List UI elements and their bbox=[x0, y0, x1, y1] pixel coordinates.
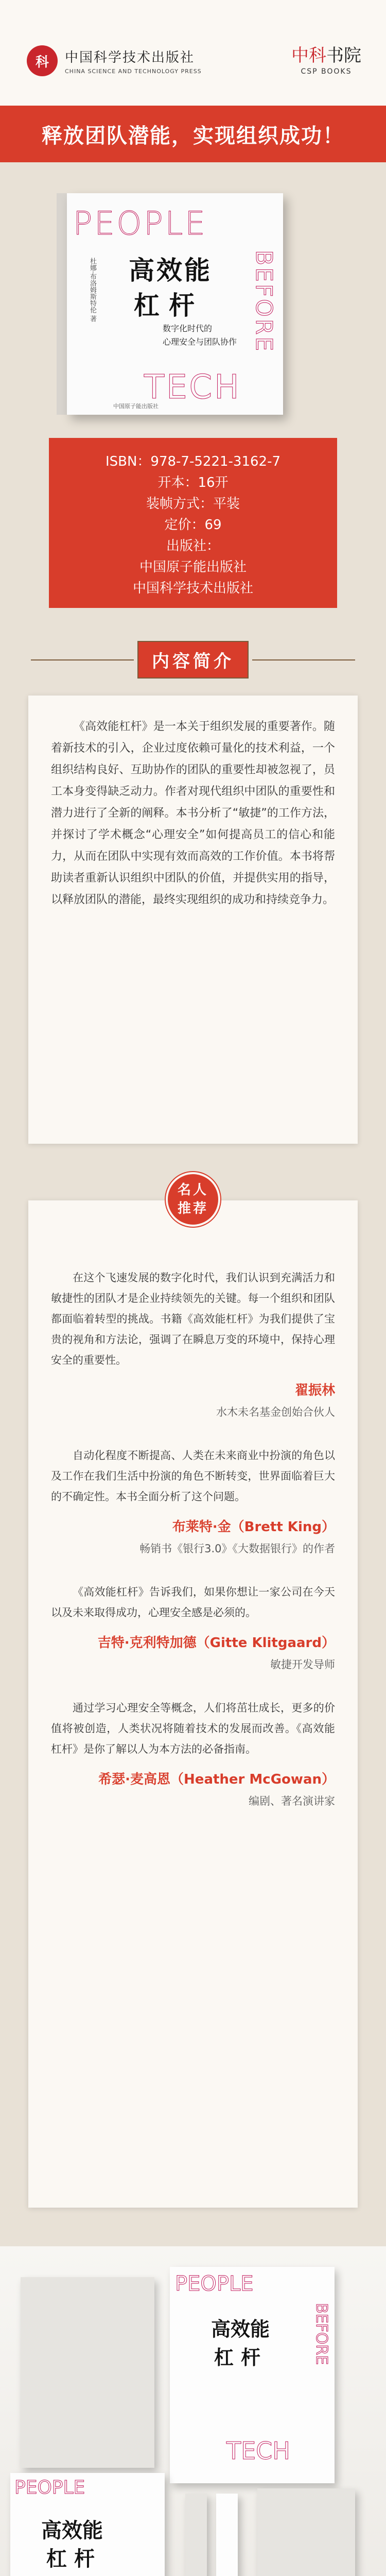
book-info-box bbox=[49, 438, 337, 608]
csp-mark-2: 书院 bbox=[326, 45, 361, 66]
publisher-brand bbox=[27, 45, 202, 76]
recommend-item bbox=[51, 1267, 335, 1419]
photo-cover-title-1b: 高效能 bbox=[41, 2518, 103, 2543]
slogan-banner bbox=[0, 106, 386, 162]
recommend-name: 吉特·克利特加德（Gitte Klitgaard） bbox=[97, 1635, 335, 1651]
recommend-role: 编剧、著名演讲家 bbox=[249, 1795, 335, 1807]
publisher-1: 中国原子能出版社 bbox=[139, 560, 247, 575]
format: 开本：16开 bbox=[157, 475, 229, 490]
cover-publisher: 中国原子能出版社 bbox=[113, 403, 159, 410]
recommend-text: 自动化程度不断提高、人类在未来商业中扮演的角色以及工作在我们生活中扮演的角色不断转变，世界面临着巨大的不确定性。本书全面分析了这个问题。 bbox=[51, 1449, 335, 1503]
recommend-name: 布莱特·金（Brett King） bbox=[172, 1519, 335, 1535]
binding: 装帧方式：平装 bbox=[146, 496, 240, 512]
publisher-header bbox=[0, 0, 386, 106]
intro-section-title: 内容简介 bbox=[137, 641, 249, 679]
cover-word-people: PEOPLE bbox=[73, 205, 207, 242]
book-cover bbox=[67, 193, 283, 415]
book-front-lying bbox=[10, 2473, 165, 2576]
intro-section-header bbox=[0, 634, 386, 685]
recommend-badge-1: 名人 bbox=[177, 1182, 208, 1198]
recommend-role: 畅销书《银行3.0》《大数据银行》的作者 bbox=[139, 1543, 335, 1555]
publisher-label: 出版社： bbox=[166, 538, 220, 554]
recommend-card bbox=[28, 1200, 358, 2208]
cover-subtitle-2: 心理安全与团队协作 bbox=[163, 337, 237, 347]
book-open-pages bbox=[257, 2488, 355, 2576]
isbn: ISBN：978-7-5221-3162-7 bbox=[105, 454, 281, 469]
book-spine bbox=[57, 193, 68, 415]
cover-author: 杜娜·布洛姆斯特伦 著 bbox=[89, 258, 96, 323]
csp-books-logo bbox=[291, 41, 361, 76]
intro-text: 《高效能杠杆》是一本关于组织发展的重要著作。随着新技术的引入，企业过度依赖可量化的技术利益，一个组织结构良好、互助协作的团队的重要性却被忽视了，员工本身变得缺乏动力。作者对现代组织中团队的重要性和潜力进行了全新的阐释。本书分析了“敏捷”的工作方法，并探讨了学术概念“心理安全”如何提高员工的信心和能力，从而在团队中实现有效而高效的工作价值。本书将帮助读者重新认识组织中团队的价值，并提供实用的指导，以释放团队的潜能，最终实现组织的成功和持续竞争力。 bbox=[51, 720, 335, 906]
recommend-item bbox=[51, 1698, 335, 1808]
photo-cover-before: BEFORE bbox=[312, 2303, 330, 2365]
recommend-role: 敏捷开发导师 bbox=[270, 1658, 335, 1671]
recommend-name: 翟振林 bbox=[294, 1383, 335, 1398]
photo-cover-tech: TECH bbox=[226, 2437, 290, 2465]
recommend-badge-2: 推荐 bbox=[177, 1201, 208, 1216]
book-front-standing bbox=[170, 2267, 335, 2483]
book-open-back bbox=[21, 2277, 154, 2468]
cover-word-tech: TECH bbox=[144, 368, 241, 406]
publisher-name-cn: 中国科学技术出版社 bbox=[65, 50, 195, 65]
product-photo bbox=[0, 2246, 386, 2576]
csp-books-label: CSP BOOKS bbox=[301, 67, 352, 76]
book-cover-image bbox=[57, 178, 329, 420]
book-spine-2 bbox=[216, 2494, 238, 2576]
cover-title-2: 杠杆 bbox=[134, 290, 204, 320]
publisher-logo-icon: 科 bbox=[27, 45, 58, 76]
csp-mark-1: 中科 bbox=[291, 45, 326, 66]
cover-subtitle bbox=[163, 322, 237, 349]
photo-cover-title-2b: 杠杆 bbox=[46, 2547, 102, 2571]
price: 定价：69 bbox=[164, 517, 222, 533]
photo-cover-title-2: 杠杆 bbox=[214, 2346, 268, 2369]
recommend-badge bbox=[166, 1172, 220, 1227]
recommend-role: 水木未名基金创始合伙人 bbox=[216, 1406, 335, 1418]
photo-cover-people: PEOPLE bbox=[175, 2272, 254, 2296]
photo-cover-people-2: PEOPLE bbox=[14, 2477, 85, 2498]
recommend-text: 《高效能杠杆》告诉我们，如果你想让一家公司在今天以及未来取得成功，心理安全感是必须的。 bbox=[51, 1586, 335, 1619]
divider bbox=[31, 659, 134, 660]
photo-cover-title-1: 高效能 bbox=[211, 2317, 270, 2341]
cover-word-before: BEFORE bbox=[251, 250, 277, 353]
slogan-text: 释放团队潜能，实现组织成功！ bbox=[42, 124, 344, 148]
book-spine-1 bbox=[185, 2494, 207, 2576]
recommend-name: 希瑟·麦高恩（Heather McGowan） bbox=[98, 1772, 335, 1787]
recommend-text: 在这个飞速发展的数字化时代，我们认识到充满活力和敏捷性的团队才是企业持续领先的关键。每一个组织和团队都面临着转型的挑战。书籍《高效能杠杆》为我们提供了宝贵的视角和方法论，强调了在瞬息万变的环境中，保持心理安全的重要性。 bbox=[51, 1272, 335, 1366]
cover-title-1: 高效能 bbox=[129, 255, 212, 285]
recommend-item bbox=[51, 1445, 335, 1556]
divider bbox=[252, 659, 355, 660]
publisher-name-en: CHINA SCIENCE AND TECHNOLOGY PRESS bbox=[65, 68, 202, 75]
cover-subtitle-1: 数字化时代的 bbox=[163, 324, 213, 333]
publisher-2: 中国科学技术出版社 bbox=[132, 581, 253, 596]
recommend-item bbox=[51, 1582, 335, 1672]
recommend-text: 通过学习心理安全等概念，人们将茁壮成长，更多的价值将被创造，人类状况将随着技术的发展而改善。《高效能杠杆》是你了解以人为本方法的必备指南。 bbox=[51, 1702, 335, 1755]
intro-card bbox=[28, 696, 358, 1144]
